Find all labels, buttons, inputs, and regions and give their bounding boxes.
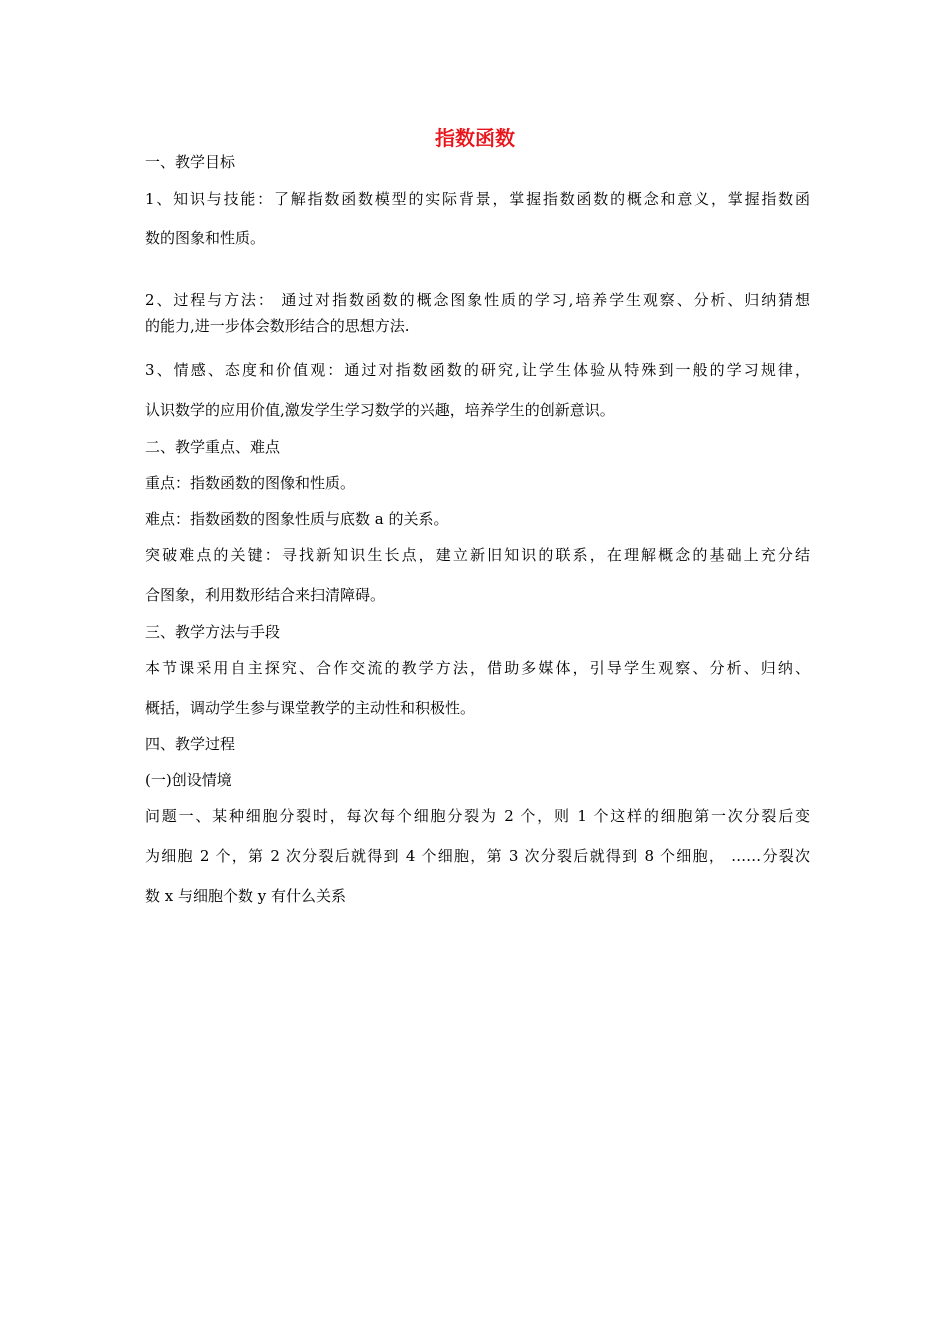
question1-line1: 问题一、某种细胞分裂时，每次每个细胞分裂为 2 个，则 1 个这样的细胞第一次分裂后变 — [145, 807, 810, 825]
subsection-heading-scenario: (一)创设情境 — [145, 771, 232, 789]
section-heading-objectives: 一、教学目标 — [145, 153, 236, 171]
paragraph-emotion-values-line1: 3、情感、态度和价值观：通过对指数函数的研究,让学生体验从特殊到一般的学习规律， — [145, 361, 810, 379]
section-heading-key-difficult: 二、教学重点、难点 — [145, 438, 281, 456]
paragraph-process-method-line2: 的能力,进一步体会数形结合的思想方法. — [145, 317, 410, 335]
breakthrough-line1: 突破难点的关键：寻找新知识生长点，建立新旧知识的联系，在理解概念的基础上充分结 — [145, 546, 810, 564]
question1-line3: 数 x 与细胞个数 y 有什么关系 — [145, 887, 347, 905]
paragraph-knowledge-skills-line1: 1、知识与技能：了解指数函数模型的实际背景，掌握指数函数的概念和意义，掌握指数函 — [145, 190, 810, 208]
methods-line2: 概括，调动学生参与课堂教学的主动性和积极性。 — [145, 699, 476, 717]
paragraph-process-method-line1: 2、过程与方法： 通过对指数函数的概念图象性质的学习,培养学生观察、分析、归纳猜想 — [145, 291, 810, 309]
section-heading-process: 四、教学过程 — [145, 735, 236, 753]
paragraph-knowledge-skills-line2: 数的图象和性质。 — [145, 229, 266, 247]
document-title: 指数函数 — [435, 126, 515, 150]
question1-line2: 为细胞 2 个，第 2 次分裂后就得到 4 个细胞，第 3 次分裂后就得到 8 个细胞， ……分裂次 — [145, 847, 810, 865]
paragraph-emotion-values-line2: 认识数学的应用价值,激发学生学习数学的兴趣，培养学生的创新意识。 — [145, 401, 615, 419]
breakthrough-line2: 合图象，利用数形结合来扫清障碍。 — [145, 586, 386, 604]
difficult-point: 难点：指数函数的图象性质与底数 a 的关系。 — [145, 510, 449, 528]
key-point: 重点：指数函数的图像和性质。 — [145, 474, 356, 492]
section-heading-methods: 三、教学方法与手段 — [145, 623, 281, 641]
methods-line1: 本节课采用自主探究、合作交流的教学方法，借助多媒体，引导学生观察、分析、归纳、 — [145, 659, 810, 677]
